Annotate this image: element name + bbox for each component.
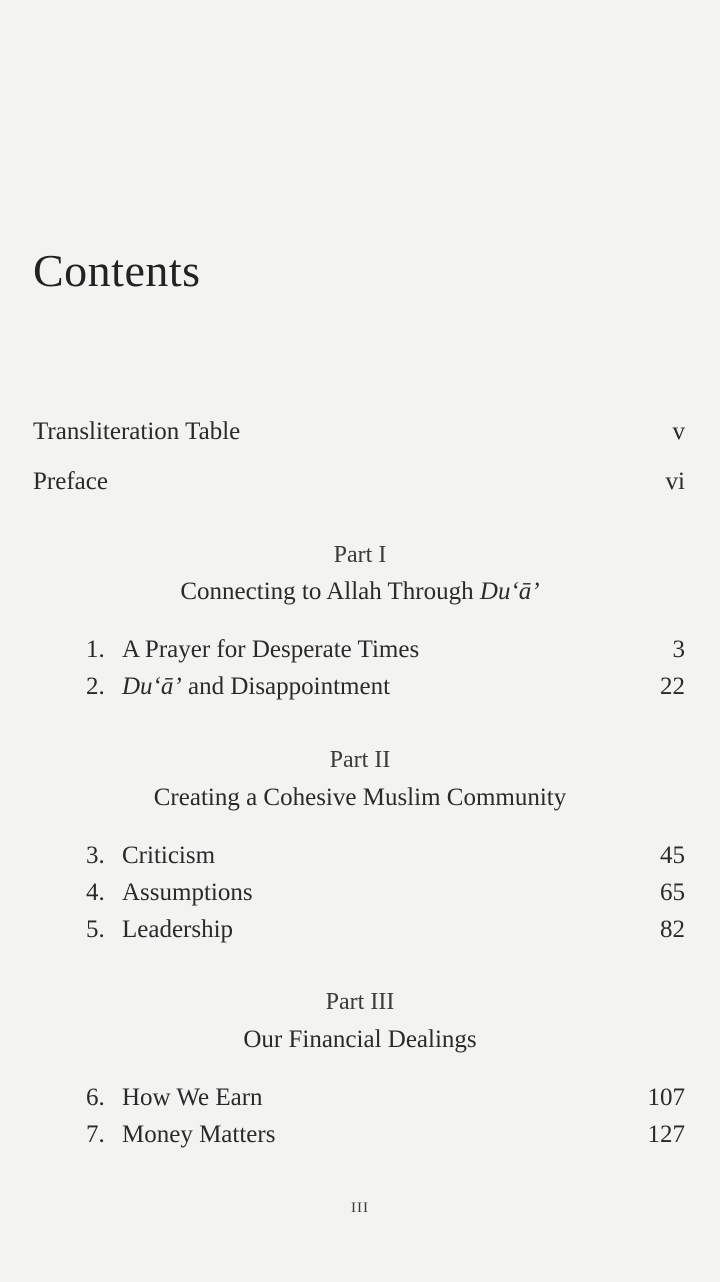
chapter-title: and Disappointment	[181, 673, 391, 700]
part-title-3	[0, 1026, 720, 1054]
part-title-1	[0, 578, 720, 606]
part-title-text: Our Financial Dealings	[243, 1026, 477, 1053]
toc-entry-page: vi	[665, 468, 685, 495]
part-title-text: Connecting to Allah Through	[180, 578, 480, 605]
toc-entry-label: Transliteration Table	[33, 418, 241, 445]
chapter-page: 3	[672, 636, 685, 663]
chapter-number: 3.	[86, 842, 105, 869]
chapter-entry-4	[86, 879, 685, 907]
chapter-number: 2.	[86, 673, 105, 700]
chapter-number: 6.	[86, 1084, 105, 1111]
toc-entry-preface	[33, 468, 685, 496]
toc-entry-label: Preface	[33, 468, 108, 495]
chapter-entry-3	[86, 842, 685, 870]
chapter-number: 5.	[86, 916, 105, 943]
toc-entry-page: v	[672, 418, 685, 445]
chapter-entry-2	[86, 673, 685, 701]
chapter-entry-7	[86, 1121, 685, 1149]
chapter-title: Money Matters	[122, 1121, 276, 1148]
chapter-entry-6	[86, 1084, 685, 1112]
toc-entry-transliteration	[33, 418, 685, 446]
part-heading-2: Part II	[329, 747, 391, 773]
chapter-number: 4.	[86, 879, 105, 906]
chapter-title: A Prayer for Desperate Times	[122, 636, 420, 663]
part-title-italic: Du‘ā’	[479, 578, 540, 605]
chapter-title: Assumptions	[122, 879, 253, 906]
chapter-page: 82	[660, 916, 685, 943]
page-title: Contents	[33, 245, 201, 296]
chapter-entry-1	[86, 636, 685, 664]
chapter-page: 65	[660, 879, 685, 906]
chapter-number: 7.	[86, 1121, 105, 1148]
part-heading-1: Part I	[333, 542, 387, 568]
chapter-page: 22	[660, 673, 685, 700]
chapter-title: How We Earn	[122, 1084, 263, 1111]
chapter-title: Leadership	[122, 916, 234, 943]
chapter-page: 127	[647, 1121, 685, 1148]
chapter-page: 45	[660, 842, 685, 869]
chapter-number: 1.	[86, 636, 105, 663]
part-heading-3: Part III	[325, 989, 395, 1015]
chapter-page: 107	[647, 1084, 685, 1111]
page-number: III	[351, 1200, 369, 1216]
part-title-text: Creating a Cohesive Muslim Community	[153, 784, 567, 811]
chapter-entry-5	[86, 916, 685, 944]
chapter-title: Criticism	[122, 842, 216, 869]
chapter-title-italic: Du‘ā’	[122, 673, 182, 700]
part-title-2	[0, 784, 720, 812]
